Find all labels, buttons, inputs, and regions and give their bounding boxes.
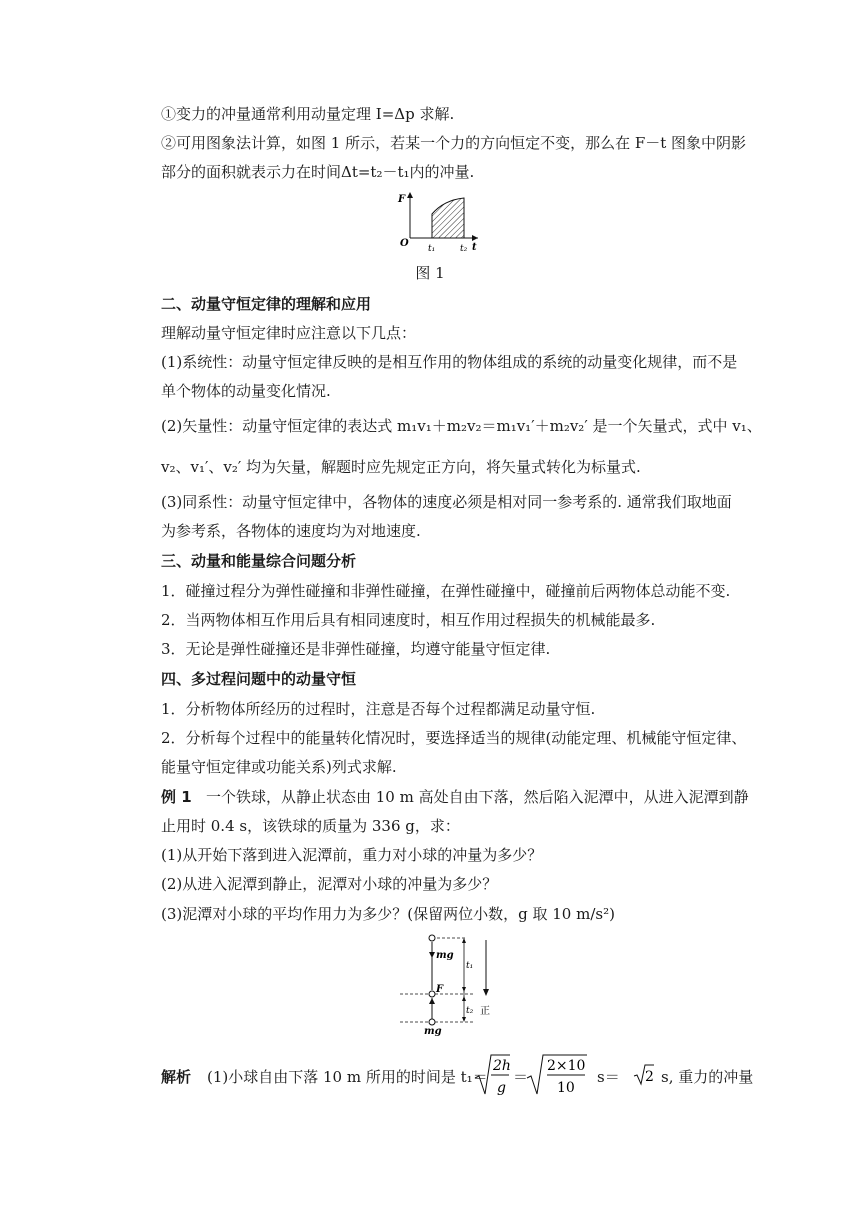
t1-label: t₁ [428,244,436,254]
section-4-item-2a: 2．分析每个过程中的能量转化情况时，要选择适当的规律(动能定理、机械能守恒定律、 [161,729,747,747]
origin-label: O [400,238,409,249]
y-axis-label: F [398,194,406,205]
mg-top-label: mg [436,950,454,961]
example-1-line-1 [161,787,749,807]
example-question-3: (3)泥潭对小球的平均作用力为多少？(保留两位小数，g 取 10 m/s²) [161,905,615,923]
ball-bottom [429,1019,435,1025]
section-2-item-2a: (2)矢量性：动量守恒定律的表达式 m₁v₁＋m₂v₂＝m₁v₁′＋m₂v₂′ 是一个矢量式，式中 v₁、 [161,417,762,435]
x-axis-label: t [472,242,477,253]
section-4-item-2b: 能量守恒定律或功能关系)列式求解. [161,758,397,776]
section-2-item-1b: 单个物体的动量变化情况. [161,382,331,400]
para-variable-force: ①变力的冲量通常利用动量定理 I=Δp 求解. [161,105,455,123]
frac1-denominator: g [497,1080,506,1096]
section-3-item-2: 2．当两物体相互作用后具有相同速度时，相互作用过程损失的机械能最多. [161,611,656,629]
frac2-numerator: 2×10 [547,1058,586,1074]
sqrt-2x10-over-10 [525,1052,589,1098]
solution-text-1: (1)小球自由下落 10 m 所用的时间是 t₁＝ [207,1068,488,1086]
shaded-impulse-area [432,198,464,238]
ball-surface [429,991,435,997]
force-f-label: F [436,984,444,995]
figure-2-ball-diagram [396,932,506,1036]
example-question-1: (1)从开始下落到进入泥潭前，重力对小球的冲量为多少？ [161,846,543,864]
para-graph-method-b: 部分的面积就表示力在时间Δt=t₂－t₁内的冲量. [161,163,475,181]
section-3-heading: 三、动量和能量综合问题分析 [161,552,357,570]
section-4-item-1: 1．分析物体所经历的过程时，注意是否每个过程都满足动量守恒. [161,700,596,718]
para-graph-method-a: ②可用图象法计算，如图 1 所示，若某一个力的方向恒定不变，那么在 F－t 图象中阴影 [161,134,747,152]
example-label: 例 1 [161,788,192,806]
t1-interval-label: t₁ [466,961,474,971]
t2-interval-label: t₂ [466,1006,474,1016]
figure-1-caption: 图 1 [415,264,445,282]
example-question-2: (2)从进入泥潭到静止，泥潭对小球的冲量为多少？ [161,875,498,893]
solution-text-2: s＝ [597,1068,620,1086]
section-2-heading: 二、动量守恒定律的理解和应用 [161,295,372,313]
example-1-line-2: 止用时 0.4 s，该铁球的质量为 336 g，求： [161,817,460,835]
section-3-item-1: 1．碰撞过程分为弹性碰撞和非弹性碰撞，在弹性碰撞中，碰撞前后两物体总动能不变. [161,582,731,600]
solution-label: 解析 [161,1068,192,1086]
section-3-item-3: 3．无论是弹性碰撞还是非弹性碰撞，均遵守能量守恒定律. [161,640,551,658]
sqrt-2h-over-g [473,1052,511,1098]
section-2-item-3a: (3)同系性：动量守恒定律中，各物体的速度必须是相对同一参考系的. 通常我们取地面 [161,493,732,511]
sqrt2-radicand: 2 [645,1069,654,1085]
equals-sign: ＝ [513,1068,529,1086]
section-4-heading: 四、多过程问题中的动量守恒 [161,670,357,688]
solution-text-3: s, 重力的冲量 [661,1068,754,1086]
positive-direction-label: 正 [480,1006,490,1017]
example-text-1: 一个铁球，从静止状态由 10 m 高处自由下落，然后陷入泥潭中，从进入泥潭到静 [205,788,749,806]
mg-bottom-label: mg [424,1026,442,1036]
ball-top [429,935,435,941]
figure-1-ft-graph [392,188,482,256]
frac2-denominator: 10 [557,1080,575,1096]
section-2-item-2b: v₂、v₁′、v₂′ 均为矢量，解题时应先规定正方向，将矢量式转化为标量式. [161,458,641,476]
sqrt-2 [633,1062,655,1088]
t2-label: t₂ [460,244,468,254]
section-2-item-3b: 为参考系，各物体的速度均为对地速度. [161,522,421,540]
section-2-intro: 理解动量守恒定律时应注意以下几点： [161,324,417,342]
frac1-numerator: 2h [493,1058,511,1074]
section-2-item-1a: (1)系统性：动量守恒定律反映的是相互作用的物体组成的系统的动量变化规律，而不是 [161,353,738,371]
